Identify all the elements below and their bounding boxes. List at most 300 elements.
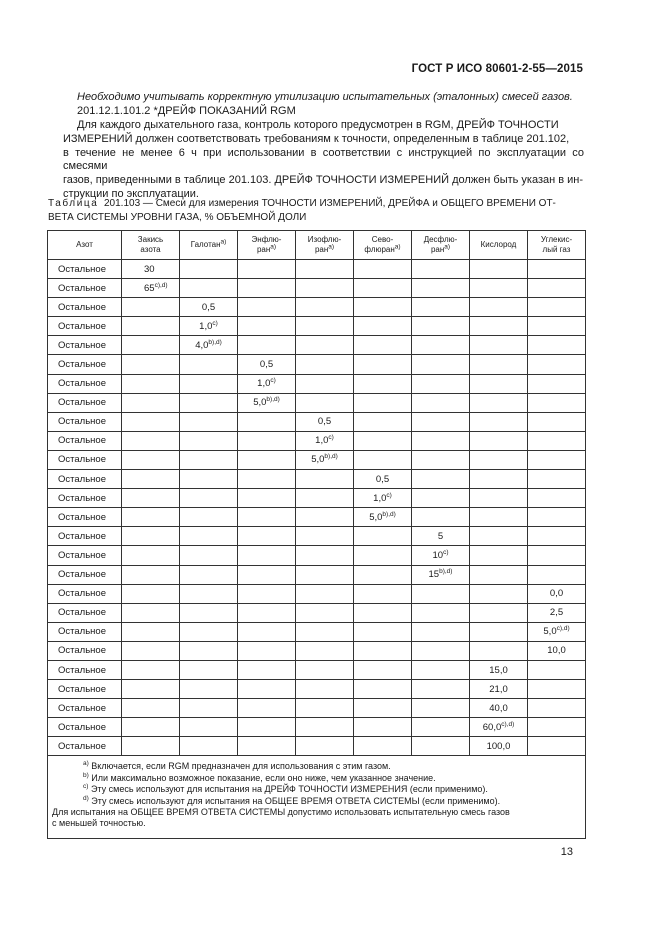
concentration-value: 21,0 bbox=[489, 683, 508, 695]
balance-cell: Остальное bbox=[48, 298, 122, 317]
balance-cell: Остальное bbox=[48, 470, 122, 489]
table-caption bbox=[48, 197, 582, 224]
table-cell bbox=[354, 412, 412, 431]
table-cell bbox=[354, 660, 412, 679]
table-row bbox=[48, 527, 586, 546]
table-cell bbox=[296, 680, 354, 699]
table-cell bbox=[470, 546, 528, 565]
table-row bbox=[48, 317, 586, 336]
footnote-mark: c),d) bbox=[154, 281, 168, 289]
table-cell bbox=[354, 374, 412, 393]
table-cell bbox=[528, 508, 586, 527]
table-cell bbox=[180, 393, 238, 412]
table-cell bbox=[122, 355, 180, 374]
concentration-value: 10,0 bbox=[547, 645, 566, 657]
balance-cell: Остальное bbox=[48, 489, 122, 508]
concentration-value: 15 bbox=[428, 569, 440, 581]
concentration-cell bbox=[238, 355, 296, 374]
footnote-mark: b),d) bbox=[266, 396, 280, 404]
footnote-text: Эту смесь используют для испытания на ДРЕЙФ ТОЧНОСТИ ИЗМЕРЕНИЯ (если применимо). bbox=[90, 784, 488, 795]
table-cell bbox=[528, 336, 586, 355]
table-row bbox=[48, 680, 586, 699]
table-cell bbox=[412, 374, 470, 393]
table-cell bbox=[122, 699, 180, 718]
table-cell bbox=[296, 641, 354, 660]
table-cell bbox=[354, 298, 412, 317]
footnote-mark: b) bbox=[83, 771, 89, 779]
footnote-mark: c),d) bbox=[501, 720, 515, 728]
concentration-value: 1,0 bbox=[315, 435, 329, 447]
table-cell bbox=[180, 718, 238, 737]
table-cell bbox=[528, 546, 586, 565]
table-cell bbox=[412, 412, 470, 431]
concentration-cell bbox=[296, 431, 354, 450]
table-cell bbox=[354, 699, 412, 718]
footnote-mark: a) bbox=[220, 238, 227, 246]
column-header bbox=[180, 231, 238, 260]
table-cell bbox=[470, 584, 528, 603]
balance-cell: Остальное bbox=[48, 317, 122, 336]
concentration-cell bbox=[122, 260, 180, 279]
table-cell bbox=[296, 565, 354, 584]
footnote-mark: a) bbox=[444, 243, 451, 251]
footnote-mark: c) bbox=[83, 783, 89, 791]
table-cell bbox=[412, 660, 470, 679]
table-cell bbox=[528, 431, 586, 450]
table-cell bbox=[528, 355, 586, 374]
concentration-value: 4,0 bbox=[195, 339, 209, 351]
table-cell bbox=[296, 546, 354, 565]
table-cell bbox=[354, 336, 412, 355]
table-body bbox=[48, 260, 586, 756]
column-header-label: Энфлю- bbox=[251, 235, 282, 244]
table-cell bbox=[354, 584, 412, 603]
balance-cell: Остальное bbox=[48, 527, 122, 546]
balance-cell: Остальное bbox=[48, 584, 122, 603]
balance-cell: Остальное bbox=[48, 374, 122, 393]
table-row bbox=[48, 279, 586, 298]
table-cell bbox=[296, 336, 354, 355]
table-cell bbox=[180, 489, 238, 508]
table-cell bbox=[412, 279, 470, 298]
balance-cell: Остальное bbox=[48, 260, 122, 279]
table-cell bbox=[122, 718, 180, 737]
table-cell bbox=[238, 431, 296, 450]
table-row bbox=[48, 546, 586, 565]
balance-cell: Остальное bbox=[48, 603, 122, 622]
table-cell bbox=[122, 622, 180, 641]
disposal-note: Необходимо учитывать корректную утилизацию испытательных (эталонных) смесей газов. bbox=[77, 91, 573, 103]
table-cell bbox=[470, 470, 528, 489]
table-cell bbox=[180, 737, 238, 756]
table-cell bbox=[354, 622, 412, 641]
table-cell bbox=[412, 260, 470, 279]
table-cell bbox=[238, 489, 296, 508]
table-cell bbox=[470, 508, 528, 527]
column-header bbox=[528, 231, 586, 260]
footnote-mark: c) bbox=[270, 376, 276, 384]
table-cell bbox=[296, 508, 354, 527]
column-header-label: Галотан bbox=[190, 240, 221, 249]
table-cell bbox=[122, 393, 180, 412]
table-cell bbox=[354, 393, 412, 412]
table-caption-line: ВЕТА СИСТЕМЫ УРОВНИ ГАЗА, % ОБЪЕМНОЙ ДОЛИ bbox=[48, 211, 307, 223]
table-cell bbox=[122, 508, 180, 527]
table-cell bbox=[296, 527, 354, 546]
table-cell bbox=[238, 336, 296, 355]
table-cell bbox=[528, 680, 586, 699]
table-row bbox=[48, 699, 586, 718]
table-cell bbox=[180, 279, 238, 298]
table-cell bbox=[238, 660, 296, 679]
footnote bbox=[52, 796, 579, 807]
concentration-cell bbox=[470, 699, 528, 718]
table-cell bbox=[412, 355, 470, 374]
table-cell bbox=[122, 660, 180, 679]
footnote-text: Эту смесь используют для испытания на ОБЩЕЕ ВРЕМЯ ОТВЕТА СИСТЕМЫ (если применимо). bbox=[91, 795, 501, 806]
concentration-value: 2,5 bbox=[549, 607, 564, 619]
table-row bbox=[48, 374, 586, 393]
table-cell bbox=[238, 260, 296, 279]
footnote-mark: a) bbox=[394, 243, 401, 251]
table-cell bbox=[238, 317, 296, 336]
table-cell bbox=[412, 336, 470, 355]
footnote bbox=[52, 773, 579, 784]
concentration-cell bbox=[354, 489, 412, 508]
table-cell bbox=[122, 603, 180, 622]
table-cell bbox=[412, 450, 470, 469]
table-cell bbox=[528, 699, 586, 718]
table-cell bbox=[122, 412, 180, 431]
table-cell bbox=[122, 565, 180, 584]
table-cell bbox=[470, 450, 528, 469]
table-note: Для испытания на ОБЩЕЕ ВРЕМЯ ОТВЕТА СИСТЕМЫ допустимо использовать испытательную смесь газов bbox=[52, 807, 510, 818]
table-cell bbox=[122, 470, 180, 489]
table-cell bbox=[412, 470, 470, 489]
table-row bbox=[48, 603, 586, 622]
table-cell bbox=[238, 412, 296, 431]
footnote-text: Или максимально возможное показание, если оно ниже, чем указанное значение. bbox=[91, 772, 436, 783]
balance-cell: Остальное bbox=[48, 508, 122, 527]
table-cell bbox=[238, 470, 296, 489]
table-cell bbox=[296, 737, 354, 756]
concentration-value: 100,0 bbox=[486, 740, 511, 752]
table-cell bbox=[412, 489, 470, 508]
table-row bbox=[48, 641, 586, 660]
table-cell bbox=[354, 546, 412, 565]
concentration-cell bbox=[528, 622, 586, 641]
table-cell bbox=[412, 508, 470, 527]
concentration-value: 5 bbox=[437, 530, 444, 542]
concentration-cell bbox=[528, 584, 586, 603]
column-header bbox=[48, 231, 122, 260]
table-cell bbox=[528, 718, 586, 737]
balance-cell: Остальное bbox=[48, 431, 122, 450]
footnote-mark: c) bbox=[328, 434, 334, 442]
concentration-value: 10 bbox=[432, 549, 444, 561]
table-cell bbox=[470, 374, 528, 393]
table-cell bbox=[238, 737, 296, 756]
balance-cell: Остальное bbox=[48, 718, 122, 737]
table-cell bbox=[354, 317, 412, 336]
table-cell bbox=[122, 489, 180, 508]
body-line: Для каждого дыхательного газа, контроль которого предусмотрен в RGM, ДРЕЙФ ТОЧНОСТИ bbox=[77, 119, 559, 131]
table-cell bbox=[180, 641, 238, 660]
concentration-value: 5,0 bbox=[311, 454, 325, 466]
concentration-cell bbox=[412, 527, 470, 546]
table-cell bbox=[122, 680, 180, 699]
table-cell bbox=[354, 641, 412, 660]
table-caption-label: Таблица bbox=[48, 198, 99, 209]
table-cell bbox=[180, 412, 238, 431]
concentration-value: 65 bbox=[144, 282, 155, 294]
footnote-mark: b),d) bbox=[208, 338, 222, 346]
table-cell bbox=[238, 508, 296, 527]
concentration-value: 1,0 bbox=[373, 492, 387, 504]
table-cell bbox=[296, 489, 354, 508]
table-cell bbox=[354, 279, 412, 298]
table-row bbox=[48, 584, 586, 603]
table-cell bbox=[528, 374, 586, 393]
table-cell bbox=[412, 298, 470, 317]
concentration-cell bbox=[238, 393, 296, 412]
table-cell bbox=[296, 374, 354, 393]
table-cell bbox=[122, 737, 180, 756]
concentration-cell bbox=[180, 298, 238, 317]
table-cell bbox=[470, 565, 528, 584]
table-cell bbox=[180, 584, 238, 603]
table-cell bbox=[238, 546, 296, 565]
concentration-cell bbox=[180, 336, 238, 355]
table-cell bbox=[354, 527, 412, 546]
table-cell bbox=[412, 680, 470, 699]
table-cell bbox=[180, 680, 238, 699]
table-cell bbox=[354, 431, 412, 450]
document-header: ГОСТ Р ИСО 80601-2-55—2015 bbox=[411, 63, 583, 75]
table-cell bbox=[296, 584, 354, 603]
balance-cell: Остальное bbox=[48, 737, 122, 756]
table-cell bbox=[296, 393, 354, 412]
table-cell bbox=[412, 718, 470, 737]
table-cell bbox=[528, 737, 586, 756]
balance-cell: Остальное bbox=[48, 680, 122, 699]
table-cell bbox=[470, 603, 528, 622]
balance-cell: Остальное bbox=[48, 546, 122, 565]
table-cell bbox=[412, 641, 470, 660]
table-row bbox=[48, 508, 586, 527]
column-header-label: Сево- bbox=[371, 235, 394, 244]
table-cell bbox=[296, 355, 354, 374]
column-header-label-cont: ран bbox=[314, 245, 329, 254]
table-cell bbox=[122, 317, 180, 336]
table-cell bbox=[470, 298, 528, 317]
table-row bbox=[48, 622, 586, 641]
table-cell bbox=[528, 565, 586, 584]
table-cell bbox=[412, 699, 470, 718]
balance-cell: Остальное bbox=[48, 279, 122, 298]
table-cell bbox=[528, 489, 586, 508]
column-header bbox=[238, 231, 296, 260]
concentration-cell bbox=[238, 374, 296, 393]
table-cell bbox=[238, 718, 296, 737]
table-row bbox=[48, 260, 586, 279]
table-cell bbox=[122, 641, 180, 660]
column-header-label: Кислород bbox=[480, 240, 517, 249]
table-cell bbox=[354, 680, 412, 699]
column-header-label: Азот bbox=[76, 240, 93, 249]
table-row bbox=[48, 718, 586, 737]
table-caption-line bbox=[48, 197, 582, 211]
table-cell bbox=[412, 431, 470, 450]
table-cell bbox=[238, 641, 296, 660]
table-cell bbox=[354, 450, 412, 469]
table-cell bbox=[470, 279, 528, 298]
table-cell bbox=[238, 699, 296, 718]
table-cell bbox=[412, 737, 470, 756]
table-row bbox=[48, 737, 586, 756]
concentration-value: 1,0 bbox=[257, 378, 271, 390]
table-cell bbox=[412, 603, 470, 622]
concentration-value: 1,0 bbox=[199, 320, 213, 332]
column-header bbox=[122, 231, 180, 260]
concentration-value: 0,5 bbox=[201, 301, 216, 313]
table-cell bbox=[238, 565, 296, 584]
table-cell bbox=[180, 603, 238, 622]
column-header bbox=[296, 231, 354, 260]
concentration-cell bbox=[296, 450, 354, 469]
footnote-mark: b),d) bbox=[382, 510, 396, 518]
balance-cell: Остальное bbox=[48, 412, 122, 431]
column-header-label-cont: азота bbox=[140, 245, 161, 254]
body-line: в течение не менее 6 ч при использовании в соответствии с инструкцией по эксплуатации со смесями bbox=[63, 146, 584, 173]
concentration-cell bbox=[470, 737, 528, 756]
concentration-cell bbox=[296, 412, 354, 431]
footnote-mark: a) bbox=[83, 760, 89, 768]
table-cell bbox=[470, 431, 528, 450]
column-header-label: Углекис- bbox=[540, 235, 573, 244]
table-cell bbox=[528, 527, 586, 546]
table-row bbox=[48, 660, 586, 679]
concentration-cell bbox=[122, 279, 180, 298]
table-row bbox=[48, 489, 586, 508]
table-cell bbox=[412, 393, 470, 412]
table-cell bbox=[180, 431, 238, 450]
table-cell bbox=[528, 298, 586, 317]
concentration-value: 5,0 bbox=[543, 626, 557, 638]
table-cell bbox=[238, 450, 296, 469]
table-cell bbox=[354, 603, 412, 622]
section-body bbox=[63, 119, 584, 202]
table-cell bbox=[238, 622, 296, 641]
table-cell bbox=[238, 680, 296, 699]
footnote-mark: d) bbox=[83, 794, 89, 802]
table-cell bbox=[180, 565, 238, 584]
table-cell bbox=[180, 374, 238, 393]
footnote-mark: a) bbox=[270, 243, 277, 251]
table-cell bbox=[122, 374, 180, 393]
column-header-label-cont: лый газ bbox=[542, 245, 571, 254]
table-row bbox=[48, 393, 586, 412]
table-cell bbox=[296, 260, 354, 279]
balance-cell: Остальное bbox=[48, 450, 122, 469]
table-cell bbox=[122, 298, 180, 317]
table-row bbox=[48, 412, 586, 431]
footnote-mark: c) bbox=[443, 548, 449, 556]
table-cell bbox=[528, 279, 586, 298]
table-cell bbox=[180, 660, 238, 679]
table-cell bbox=[180, 508, 238, 527]
table-cell bbox=[528, 450, 586, 469]
concentration-cell bbox=[354, 508, 412, 527]
footnote-mark: c),d) bbox=[556, 625, 570, 633]
page-number: 13 bbox=[560, 846, 573, 858]
column-header-label-cont: ран bbox=[430, 245, 445, 254]
concentration-value: 0,5 bbox=[375, 473, 390, 485]
table-cell bbox=[354, 718, 412, 737]
table-cell bbox=[296, 279, 354, 298]
balance-cell: Остальное bbox=[48, 336, 122, 355]
table-cell bbox=[180, 355, 238, 374]
table-cell bbox=[528, 260, 586, 279]
table-cell bbox=[470, 641, 528, 660]
footnote-mark: a) bbox=[328, 243, 335, 251]
concentration-cell bbox=[528, 641, 586, 660]
column-header-label-cont: ран bbox=[256, 245, 271, 254]
body-line: газов, приведенными в таблице 201.103. ДРЕЙФ ТОЧНОСТИ ИЗМЕРЕНИЙ должен быть указан в ин- bbox=[63, 174, 584, 187]
footnotes bbox=[48, 756, 586, 838]
column-header-label-cont: флюран bbox=[364, 245, 395, 254]
balance-cell: Остальное bbox=[48, 699, 122, 718]
footnote-mark: b),d) bbox=[324, 453, 338, 461]
table-cell bbox=[470, 355, 528, 374]
table-cell bbox=[180, 450, 238, 469]
concentration-value: 60,0 bbox=[482, 721, 502, 733]
table-cell bbox=[238, 603, 296, 622]
table-cell bbox=[470, 527, 528, 546]
table-cell bbox=[354, 260, 412, 279]
concentration-value: 15,0 bbox=[489, 664, 508, 676]
table-cell bbox=[470, 622, 528, 641]
table-caption-text: 201.103 — Смеси для измерения ТОЧНОСТИ ИЗМЕРЕНИЙ, ДРЕЙФА и ОБЩЕГО ВРЕМЕНИ ОТ- bbox=[103, 198, 556, 209]
table-cell bbox=[528, 412, 586, 431]
table-cell bbox=[528, 470, 586, 489]
table-cell bbox=[122, 527, 180, 546]
concentration-cell bbox=[470, 718, 528, 737]
balance-cell: Остальное bbox=[48, 622, 122, 641]
concentration-value: 40,0 bbox=[489, 702, 508, 714]
column-header bbox=[354, 231, 412, 260]
table-cell bbox=[412, 622, 470, 641]
table-cell bbox=[528, 660, 586, 679]
balance-cell: Остальное bbox=[48, 355, 122, 374]
table-cell bbox=[238, 298, 296, 317]
table-cell bbox=[470, 336, 528, 355]
table-cell bbox=[122, 431, 180, 450]
table-cell bbox=[412, 317, 470, 336]
balance-cell: Остальное bbox=[48, 565, 122, 584]
table-cell bbox=[180, 546, 238, 565]
body-line: ИЗМЕРЕНИЙ должен соответствовать требованиям к точности, определенным в таблице 201.102, bbox=[63, 132, 570, 145]
gas-mixture-table bbox=[47, 230, 586, 839]
concentration-cell bbox=[470, 680, 528, 699]
table-row bbox=[48, 298, 586, 317]
table-row bbox=[48, 336, 586, 355]
table-cell bbox=[238, 584, 296, 603]
footnote bbox=[52, 761, 579, 772]
balance-cell: Остальное bbox=[48, 393, 122, 412]
concentration-value: 0,5 bbox=[259, 359, 274, 371]
table-cell bbox=[122, 336, 180, 355]
